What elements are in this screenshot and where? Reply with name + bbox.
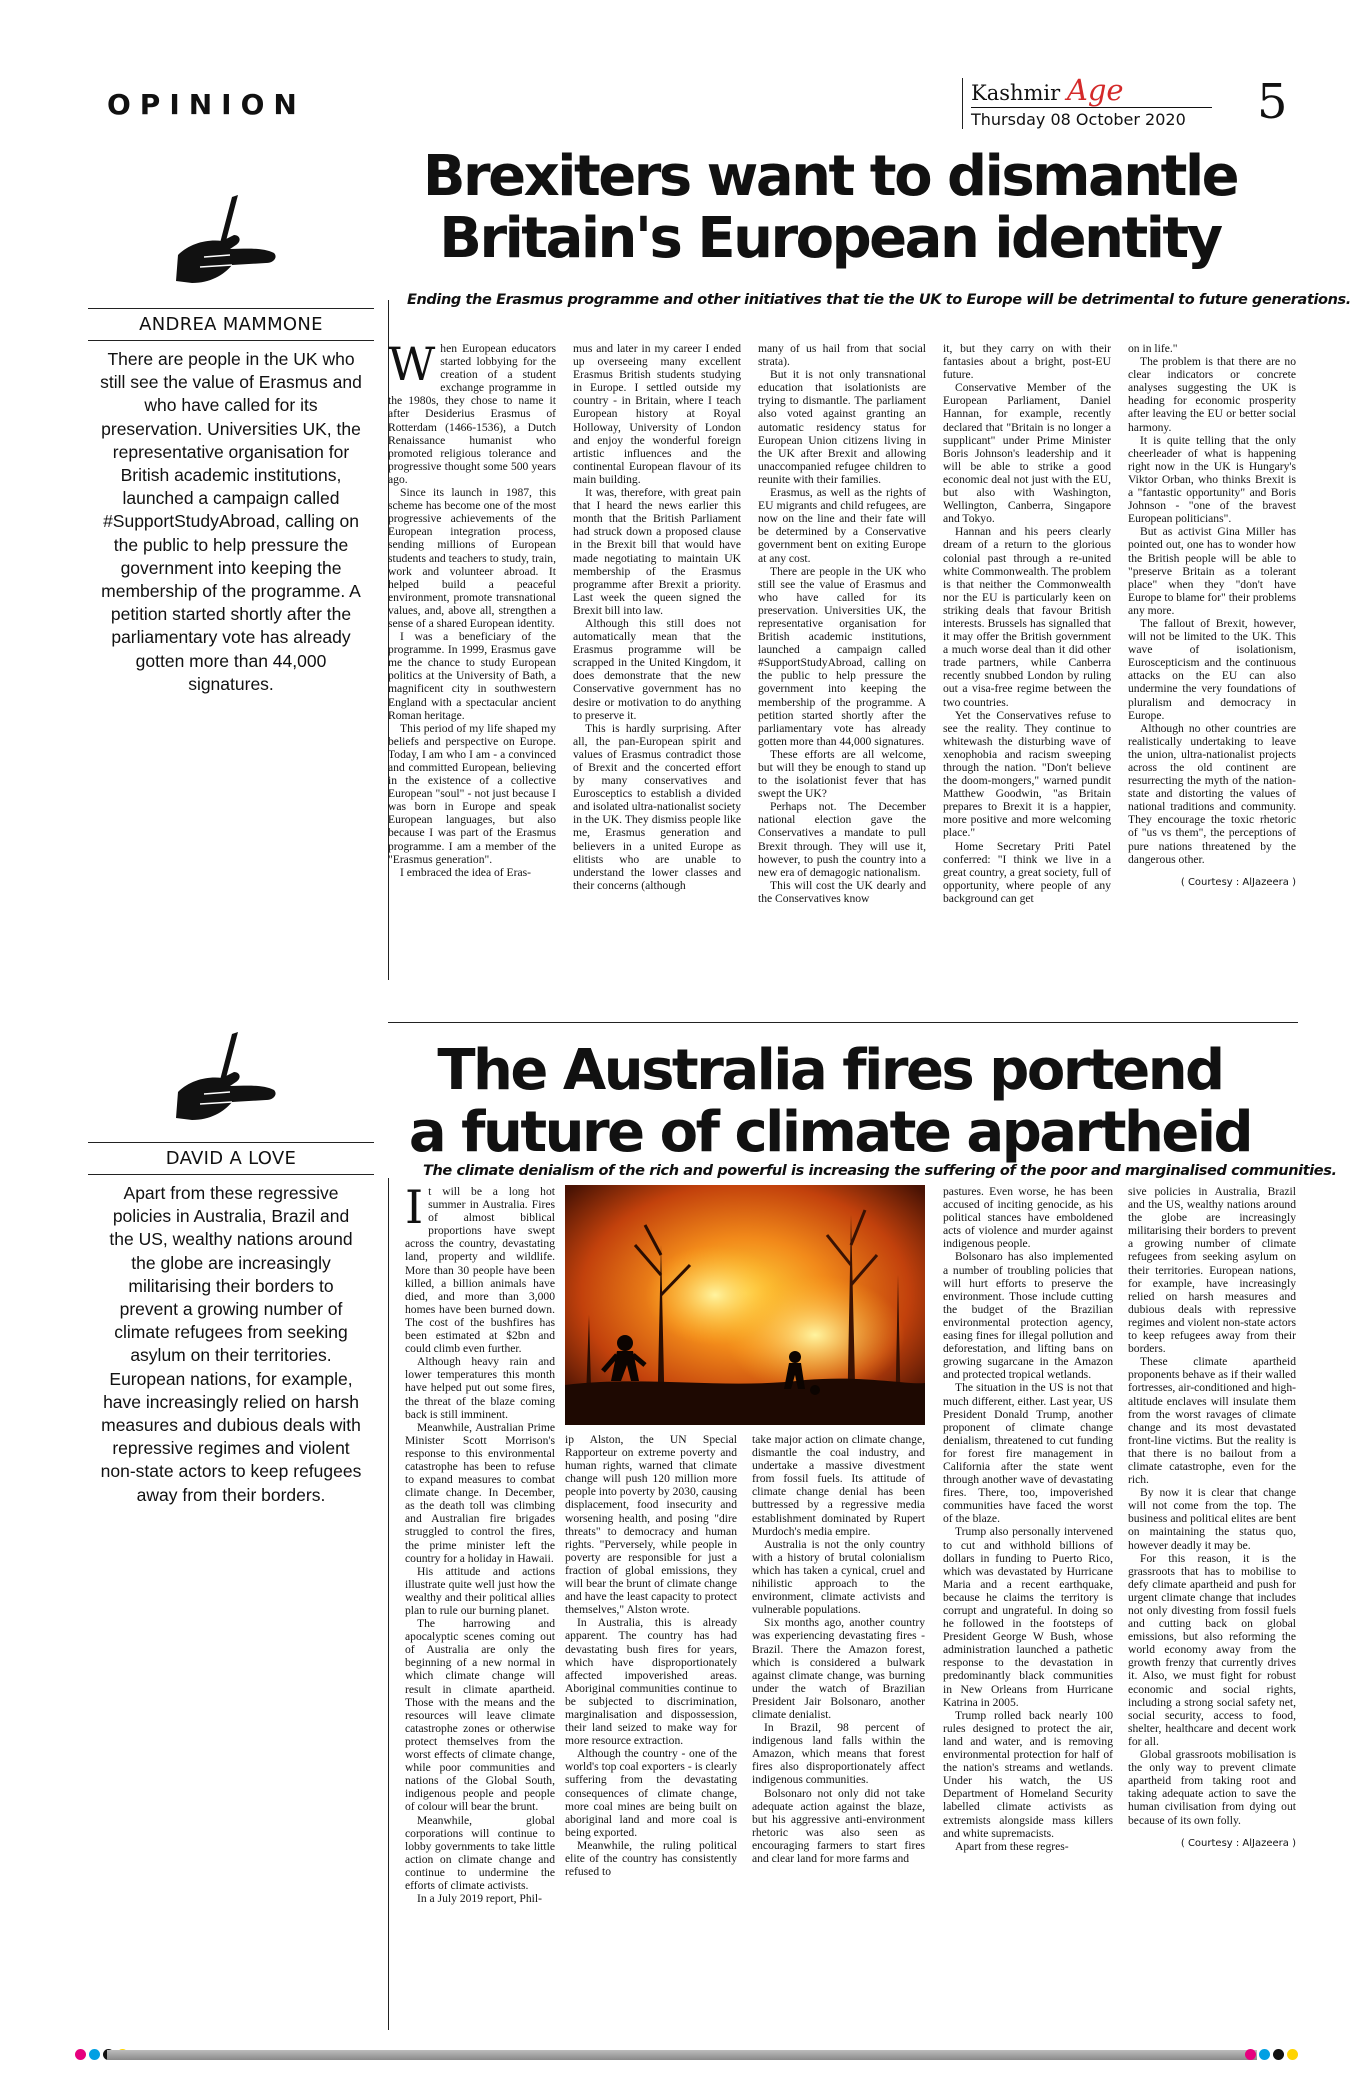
article1-column-5 [1128,342,1296,972]
paragraph: The situation in the US is not that much different, either. Last year, US President Donald Trump, another proponent of climate change denialism, threatened to cut funding for forest fire management in California after the state went through another wave of devastating fires. There, too, impoverished communities have faced the worst of the blaze. [943,1381,1113,1526]
article2-headline: The Australia fires portend a future of climate apartheid [408,1038,1252,1165]
paragraph: Conservative Member of the European Parliament, Daniel Hannan, for example, recently declared that "Britain is no longer a supplicant" under Prime Minister Boris Johnson's leadership and it will be able to strike a good economic deal not just with the EU, but also with Washington, Wellington, Canberra, Singapore and Tokyo. [943,381,1111,526]
paragraph: Global grassroots mobilisation is the only way to prevent climate apartheid from taking root and taking adequate action to save the human civilisation from dying out because of its own folly. [1128,1748,1296,1827]
article1-author: ANDREA MAMMONE [88,308,374,341]
paragraph: By now it is clear that change will not come from the top. The business and political elites are bent on maintaining the status quo, however deadly it may be. [1128,1486,1296,1552]
paragraph: In Australia, this is already apparent. The country has had devastating bush fires for years, which have disproportionately affected impoverished areas. Aboriginal communities continue to be subjected to discrimination, marginalisation and dispossession, their land seized to make way for more resource extraction. [565,1616,737,1748]
paragraph: This is hardly surprising. After all, the pan-European spirit and values of Erasmus contradict those of Brexit and the concerted effort by many conservatives and Eurosceptics to establish a divided and isolated ultra-nationalist society in the UK. They dismiss people like me, Erasmus generation and believers in a united Europe as elitists who are unable to understand the lower classes and their concerns (although [573,721,741,892]
paragraph: The problem is that there are no clear indicators or concrete analyses suggesting the UK is heading for economic prosperity after leaving the EU or better social harmony. [1128,355,1296,434]
paragraph: Australia is not the only country with a history of brutal colonialism which has taken a cynical, cruel and nihilistic approach to the environment, climate activists and vulnerable populations. [752,1537,925,1617]
pen-hand-icon [170,1032,285,1127]
article1-dropcap: W [388,342,436,391]
publication-name: Kashmir Age [971,73,1124,107]
paragraph: Hannan and his peers clearly dream of a return to the glorious colonial past through a re-united white Commonwealth. The problem is that neither the Commonwealth nor the EU is particularly keen on striking deals that favour British interests. Brussels has signalled that it may offer the British government a much worse deal than it did other trade partners, while Canberra recently snubbed London by ruling out a visa-free regime between the two countries. [943,525,1111,709]
paragraph: Although this still does not automatically mean that the Erasmus programme will be scrapped in the United Kingdom, it does demonstrate that the new Conservative government has no desire or motivation to do anything to preserve it. [573,616,741,722]
paragraph: Although no other countries are realistically undertaking to leave the union, ultra-nationalist projects across the old continent are resurrecting the myth of the nation-state and distorting the values of national traditions and community. They encourage the toxic rhetoric of "us vs them", the perceptions of pure nations threatened by the dangerous other. [1128,721,1296,866]
article1-subhead: Ending the Erasmus programme and other initiatives that tie the UK to Europe will be detrimental to future generations. [407,292,1351,308]
column-divider [388,1178,389,2030]
article1-pullquote: There are people in the UK who still see the value of Erasmus and who have called for its preservation. Universities UK, the representative organisation for British academic institutions, launched a campaign called #SupportStudyAbroad, calling on the public to help pressure the government into keeping the membership of the programme. A petition started shortly after the parliamentary vote has already gotten more than 44,000 signatures. [100,349,362,694]
wildfire-photo [565,1185,925,1425]
section-label: OPINION [107,88,306,121]
paragraph: His attitude and actions illustrate quite well just how the wealthy and their political allies plan to rule our burning planet. [405,1564,555,1617]
paragraph: hen European educators started lobbying for the creation of a student exchange programme in the 1980s, they chose to name it after Desiderius Erasmus of Rotterdam (1466-1536), a Dutch Renaissance humanist who promoted religious tolerance and progressive thought some 500 years ago. [388,342,556,486]
paragraph: There are people in the UK who still see the value of Erasmus and who have called for its preservation. Universities UK, the representative organisation for British academic institutions, launched a campaign called #SupportStudyAbroad, calling on the public to help pressure the government into keeping the membership of the programme. A petition started shortly after the parliamentary vote has already gotten more than 44,000 signatures. [758,564,926,748]
paragraph: But as activist Gina Miller has pointed out, one has to wonder how the British people will be able to "preserve Britain as a tolerant place" when they "don't have Europe to blame for" their problems any more. [1128,525,1296,617]
article1-courtesy: ( Courtesy : AlJazeera ) [1180,876,1296,888]
paragraph: Meanwhile, the ruling political elite of the country has consistently refused to [565,1838,737,1879]
article2-column-5 [1128,1185,1296,2025]
paragraph: take major action on climate change, dismantle the coal industry, and undertake a massive divestment from fossil fuels. Its attitude of climate change denial has been buttressed by a regressive media establishment dominated by Rupert Murdoch's media empire. [752,1433,925,1538]
paragraph: Home Secretary Priti Patel conferred: "I think we live in a great country, a great society, full of opportunity, where people of any background can get [943,839,1111,905]
article2-column-3 [752,1433,925,2025]
paragraph: I was a beneficiary of the programme. In 1999, Erasmus gave me the chance to study European politics at the University of Bath, a magnificent city in southwestern England with a spectacular ancient Roman heritage. [388,630,556,722]
article2-dropcap: I [405,1185,424,1234]
article2-pullquote: Apart from these regressive policies in Australia, Brazil and the US, wealthy nations around the globe are increasingly militarising their borders to prevent a growing number of climate refugees from seeking asylum on their territories. European nations, for example, have increasingly relied on harsh measures and dubious deals with repressive regimes and violent non-state actors to keep refugees away from their borders. [100,1183,362,1505]
paragraph: This period of my life shaped my beliefs and perspective on Europe. Today, I am who I am - a convinced and committed European, believing in the existence of a collective European "soul" - not just because I was born in Europe and speak European languages, but also because I was part of the Erasmus programme. I am a member of the "Erasmus generation". [388,721,556,866]
article2-courtesy: ( Courtesy : AlJazeera ) [1180,1837,1296,1849]
paragraph: Erasmus, as well as the rights of EU migrants and child refugees, are now on the line and their fate will be determined by a Conservative government bent on exiting Europe at any cost. [758,486,926,565]
paragraph: Yet the Conservatives refuse to see the reality. They continue to whitewash the disturbing wave of xenophobia and racism sweeping through the nation. "Don't believe the doom-mongers," warned pundit Matthew Goodwin, "as Britain prepares to Brexit it is a happier, more positive and more welcoming place." [943,708,1111,840]
paragraph: The fallout of Brexit, however, will not be limited to the UK. This wave of isolationism, Euroscepticism and the continuous attacks on the EU can also undermine the very foundations of pluralism and democracy in Europe. [1128,616,1296,722]
article1-headline: Brexiters want to dismantle Britain's European identity [422,144,1238,271]
paragraph: Six months ago, another country was experiencing devastating fires - Brazil. There the Amazon forest, which is considered a bulwark against climate change, was burning under the watch of Brazilian President Jair Bolsonaro, another climate denialist. [752,1616,925,1721]
paragraph: This will cost the UK dearly and the Conservatives know [758,878,926,905]
pen-hand-icon [170,195,285,290]
paragraph: These climate apartheid proponents behave as if their walled fortresses, air-conditioned and high-altitude enclaves will insulate them from the worst ravages of climate change and its most devastated front-line victims. But the reality is that there is no bailout from a climate catastrophe, even for the rich. [1128,1355,1296,1487]
article1-column-4 [943,342,1111,972]
paragraph: Trump rolled back nearly 100 rules designed to protect the air, land and water, and is removing environmental protection for half of the nation's streams and wetlands. Under his watch, the US Department of Homeland Security labelled climate activists as extremists alongside mass killers and white supremacists. [943,1708,1113,1840]
paragraph: For this reason, it is the grassroots that has to mobilise to defy climate apartheid and push for urgent climate change that includes not only divesting from fossil fuels and cutting back on global emissions, but also reforming the world economy away from the growth frenzy that currently drives it. Also, we must fight for robust economic and social rights, including a strong social safety net, social security, access to food, shelter, healthcare and decent work for all. [1128,1551,1296,1748]
publication-date: Thursday 08 October 2020 [971,107,1212,129]
article1-column-3 [758,342,926,972]
paragraph: Since its launch in 1987, this scheme has become one of the most progressive achievements of the European integration process, sending millions of European students and teachers to study, train, work and volunteer abroad. It helped build a peaceful environment, promote transnational values, and, above all, strengthen a sense of a shared European identity. [388,486,556,630]
paragraph: many of us hail from that social strata). [758,342,926,369]
article2-column-2 [565,1433,737,2025]
paragraph: on in life." [1128,342,1178,355]
page-number: 5 [1257,74,1288,130]
paragraph: It is quite telling that the only cheerleader of what is happening right now in the UK is Hungary's Viktor Orban, who thinks Brexit is a "fantastic opportunity" and Boris Johnson - "one of the bravest European politicians". [1128,433,1296,526]
paragraph: The harrowing and apocalyptic scenes coming out of Australia are only the beginning of a new normal in which climate change will result in climate apartheid. Those with the means and the resources will leave climate catastrophe zones or otherwise protect themselves from the worst effects of climate change, while poor communities and nations of the Global South, indigenous people and people of colour will bear the brunt. [405,1617,555,1814]
paragraph: pastures. Even worse, he has been accused of inciting genocide, as his political stances have emboldened acts of violence and murder against indigenous people. [943,1185,1113,1251]
paragraph: mus and later in my career I ended up overseeing many excellent Erasmus British students studying in Europe. I settled outside my country - in Britain, where I teach European history at Royal Holloway, University of London and enjoy the wonderful foreign artistic influences and the continental European flavour of its main building. [573,342,741,486]
paragraph: Meanwhile, global corporations will continue to lobby governments to take little action on climate change and continue to undermine the efforts of climate activists. [405,1813,555,1892]
masthead [962,73,1212,129]
paragraph: Bolsonaro not only did not take adequate action against the blaze, but his aggressive anti-environment rhetoric was also seen as encouraging farmers to start fires and clear land for more farms and [752,1786,925,1865]
paragraph: Meanwhile, Australian Prime Minister Scott Morrison's response to this environmental catastrophe has been to refuse to expand measures to combat climate change. In December, as the death toll was climbing and Australian fire brigades struggled to control the fires, the prime minister left the country for a holiday in Hawaii. [405,1420,555,1565]
paragraph: Apart from these regres- [955,1839,1069,1853]
article-separator [388,1022,1298,1023]
article1-column-2 [573,342,741,972]
paragraph: Trump also personally intervened to cut and withhold billions of dollars in funding to Puerto Rico, which was devastated by Hurricane Maria and a recent earthquake, because he claims the territory is corrupt and ungrateful. In doing so he followed in the footsteps of President George W Bush, whose administration launched a pathetic response to the devastation in predominantly black communities in New Orleans from Hurricane Katrina in 2005. [943,1525,1113,1709]
footer-bar [107,2050,1257,2060]
paragraph: These efforts are all welcome, but will they be enough to stand up to the isolationist fever that has swept the UK? [758,747,926,801]
paragraph: I embraced the idea of Eras- [400,865,532,879]
paragraph: Although the country - one of the world's top coal exporters - is clearly suffering from the devastating consequences of climate change, more coal mines are being built on aboriginal land and more coal is being exported. [565,1747,737,1839]
paragraph: In a July 2019 report, Phil- [417,1892,542,1906]
article2-subhead: The climate denialism of the rich and powerful is increasing the suffering of the poor and marginalised communities. [423,1163,1337,1179]
article2-column-4 [943,1185,1113,2025]
paragraph: But it is not only transnational education that isolationists are trying to dismantle. The parliament also voted against granting an automatic residency status for European Union citizens living in the UK after Brexit and allowing unaccompanied refugee children to reunite with their families. [758,368,926,486]
article1-column-1 [388,342,556,972]
paragraph: Although heavy rain and lower temperatures this month have helped put out some fires, the threat of the blaze coming back is still imminent. [405,1355,555,1421]
paragraph: It was, therefore, with great pain that I heard the news earlier this month that the British Parliament had struck down a proposed clause in the Brexit bill that would have made negotiating to maintain UK membership of the Erasmus programme after Brexit a priority. Last week the queen signed the Brexit bill into law. [573,486,741,617]
registration-dots-right [1245,2049,1298,2060]
paragraph: sive policies in Australia, Brazil and the US, wealthy nations around the globe are increasingly militarising their borders to prevent a growing number of climate refugees from seeking asylum on their territories. European nations, for example, have increasingly relied on harsh measures and dubious deals with repressive regimes and violent non-state actors to keep refugees away from their borders. [1128,1185,1296,1356]
paragraph: it, but they carry on with their fantasies about a bright, post-EU future. [943,342,1111,382]
paragraph: Bolsonaro has also implemented a number of troubling policies that will hurt efforts to preserve the environment. Those include cutting the budget of the Brazilian environmental protection agency, easing fines for illegal pollution and deforestation, and lifting bans on growing sugarcane in the Amazon and protected tropical wetlands. [943,1250,1113,1382]
article2-column-1 [405,1185,555,2025]
paragraph: ip Alston, the UN Special Rapporteur on extreme poverty and human rights, warned that climate change will push 120 million more people into poverty by 2030, causing displacement, food insecurity and worsening health, and posing "dire threats" to democracy and human rights. "Perversely, while people in poverty are responsible for just a fraction of global emissions, they will bear the brunt of climate change and have the least capacity to protect themselves," Alston wrote. [565,1433,737,1617]
article2-author: DAVID A LOVE [88,1142,374,1175]
paragraph: In Brazil, 98 percent of indigenous land falls within the Amazon, which means that forest fires also disproportionately affect indigenous communities. [752,1721,925,1787]
paragraph: t will be a long hot summer in Australia. Fires of almost biblical proportions have swept across the country, devastating land, property and wildlife. More than 30 people have been killed, a billion animals have died, and more than 3,000 homes have been burned down. The cost of the bushfires has been estimated at $2bn and could climb even further. [405,1185,555,1356]
paragraph: Perhaps not. The December national election gave the Conservatives a mandate to pull Brexit through. They will use it, however, to push the country into a new era of demagogic nationalism. [758,800,926,879]
